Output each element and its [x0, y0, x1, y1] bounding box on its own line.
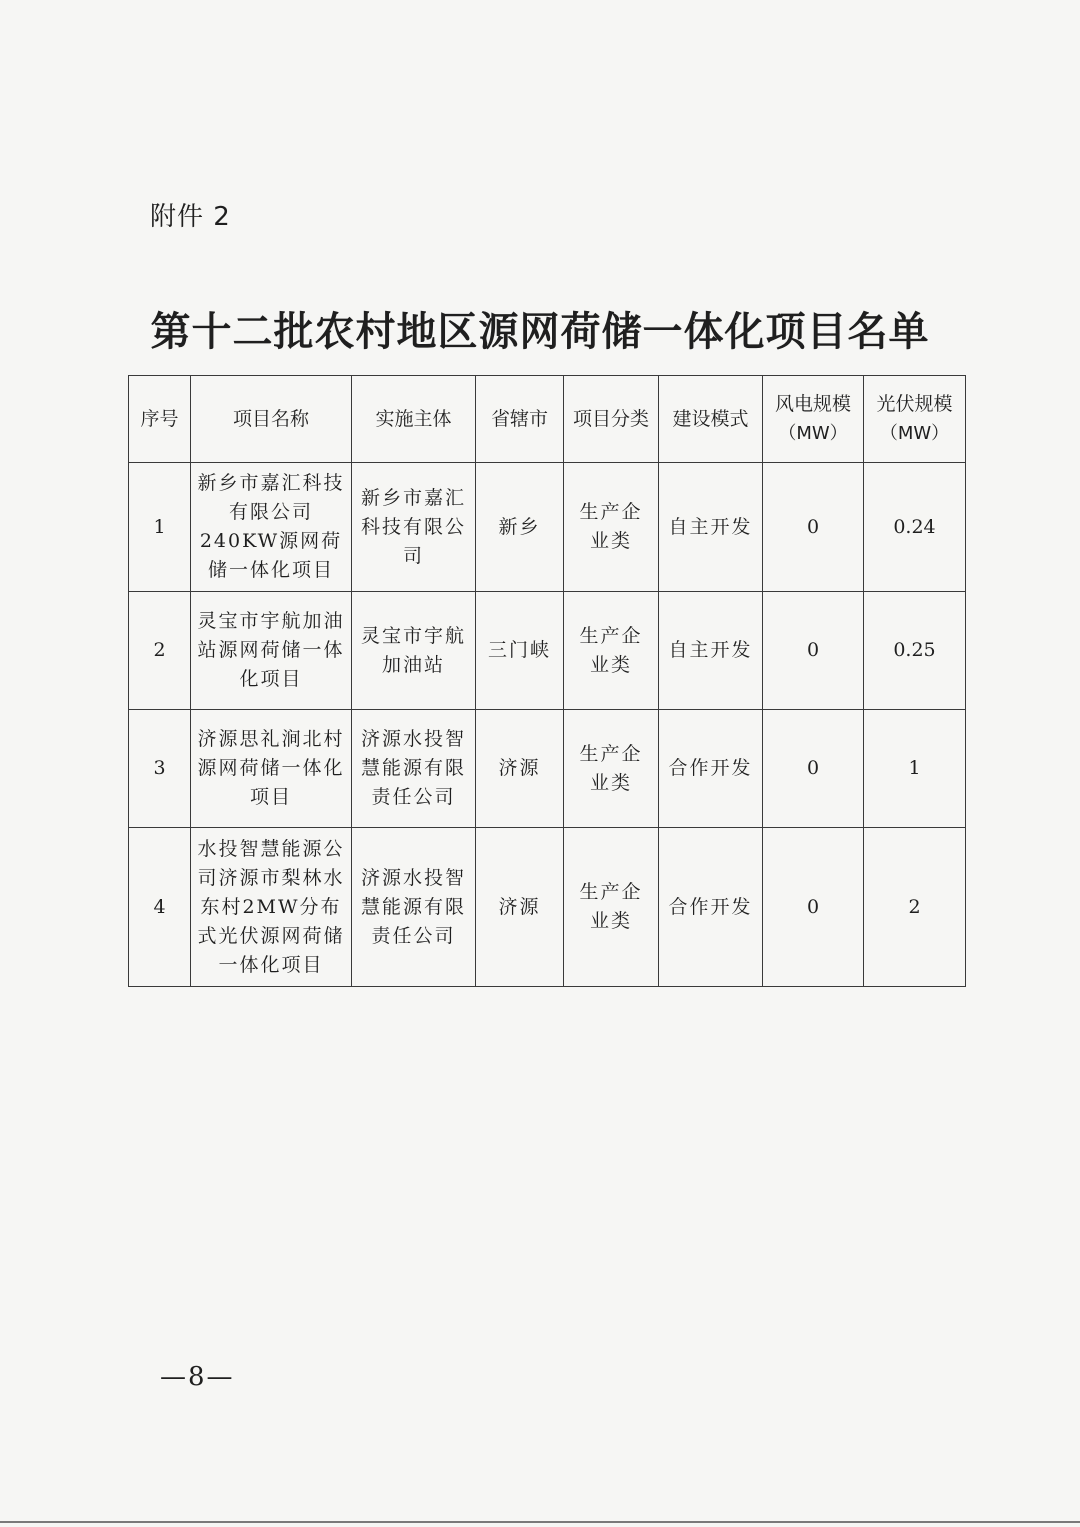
cell-solar-scale: 2 [864, 828, 966, 987]
cell-solar-scale: 0.25 [864, 592, 966, 710]
header-wind-unit: （MW） [778, 423, 848, 444]
header-solar-unit: （MW） [879, 423, 950, 444]
header-entity: 实施主体 [352, 376, 476, 463]
cell-index: 4 [129, 828, 191, 987]
cell-category: 生产企业类 [564, 710, 659, 828]
cell-city: 济源 [476, 710, 564, 828]
cell-entity: 新乡市嘉汇科技有限公司 [352, 463, 476, 592]
cell-mode: 合作开发 [659, 710, 763, 828]
cell-project-name-text: 水投智慧能源公司济源市梨林水东村2MW分布式光伏源网荷储一体化项目 [197, 837, 345, 976]
header-wind-label: 风电规模 [774, 393, 851, 415]
header-city: 省辖市 [476, 376, 564, 463]
cell-mode: 自主开发 [659, 592, 763, 710]
cell-wind-scale: 0 [763, 463, 864, 592]
header-wind-scale [763, 376, 864, 463]
cell-mode: 合作开发 [659, 828, 763, 987]
attachment-label: 附件 2 [150, 202, 231, 232]
header-mode: 建设模式 [659, 376, 763, 463]
cell-solar-scale: 0.24 [864, 463, 966, 592]
cell-city: 新乡 [476, 463, 564, 592]
header-project-name: 项目名称 [191, 376, 352, 463]
cell-index: 2 [129, 592, 191, 710]
cell-category: 生产企业类 [564, 592, 659, 710]
header-solar-label: 光伏规模 [876, 393, 953, 415]
table-row [129, 710, 966, 828]
cell-wind-scale: 0 [763, 592, 864, 710]
header-solar-scale [864, 376, 966, 463]
cell-wind-scale: 0 [763, 710, 864, 828]
cell-wind-scale: 0 [763, 828, 864, 987]
cell-entity: 济源水投智慧能源有限责任公司 [352, 710, 476, 828]
table-row [129, 592, 966, 710]
cell-entity: 济源水投智慧能源有限责任公司 [352, 828, 476, 987]
bottom-rule [0, 1521, 1080, 1523]
document-title: 第十二批农村地区源网荷储一体化项目名单 [150, 309, 930, 355]
cell-mode: 自主开发 [659, 463, 763, 592]
cell-city: 三门峡 [476, 592, 564, 710]
table-row [129, 828, 966, 987]
cell-category: 生产企业类 [564, 463, 659, 592]
cell-project-name: 灵宝市宇航加油站源网荷储一体化项目 [191, 592, 352, 710]
cell-category: 生产企业类 [564, 828, 659, 987]
cell-project-name [191, 828, 352, 987]
table-row [129, 463, 966, 592]
header-index: 序号 [129, 376, 191, 463]
cell-entity: 灵宝市宇航加油站 [352, 592, 476, 710]
cell-project-name: 新乡市嘉汇科技有限公司240KW源网荷储一体化项目 [191, 463, 352, 592]
page-number: —8— [160, 1362, 235, 1392]
header-row [129, 376, 966, 463]
cell-project-name: 济源思礼涧北村源网荷储一体化项目 [191, 710, 352, 828]
project-roster-table [128, 375, 966, 987]
cell-solar-scale: 1 [864, 710, 966, 828]
cell-city: 济源 [476, 828, 564, 987]
header-category: 项目分类 [564, 376, 659, 463]
cell-index: 1 [129, 463, 191, 592]
cell-index: 3 [129, 710, 191, 828]
